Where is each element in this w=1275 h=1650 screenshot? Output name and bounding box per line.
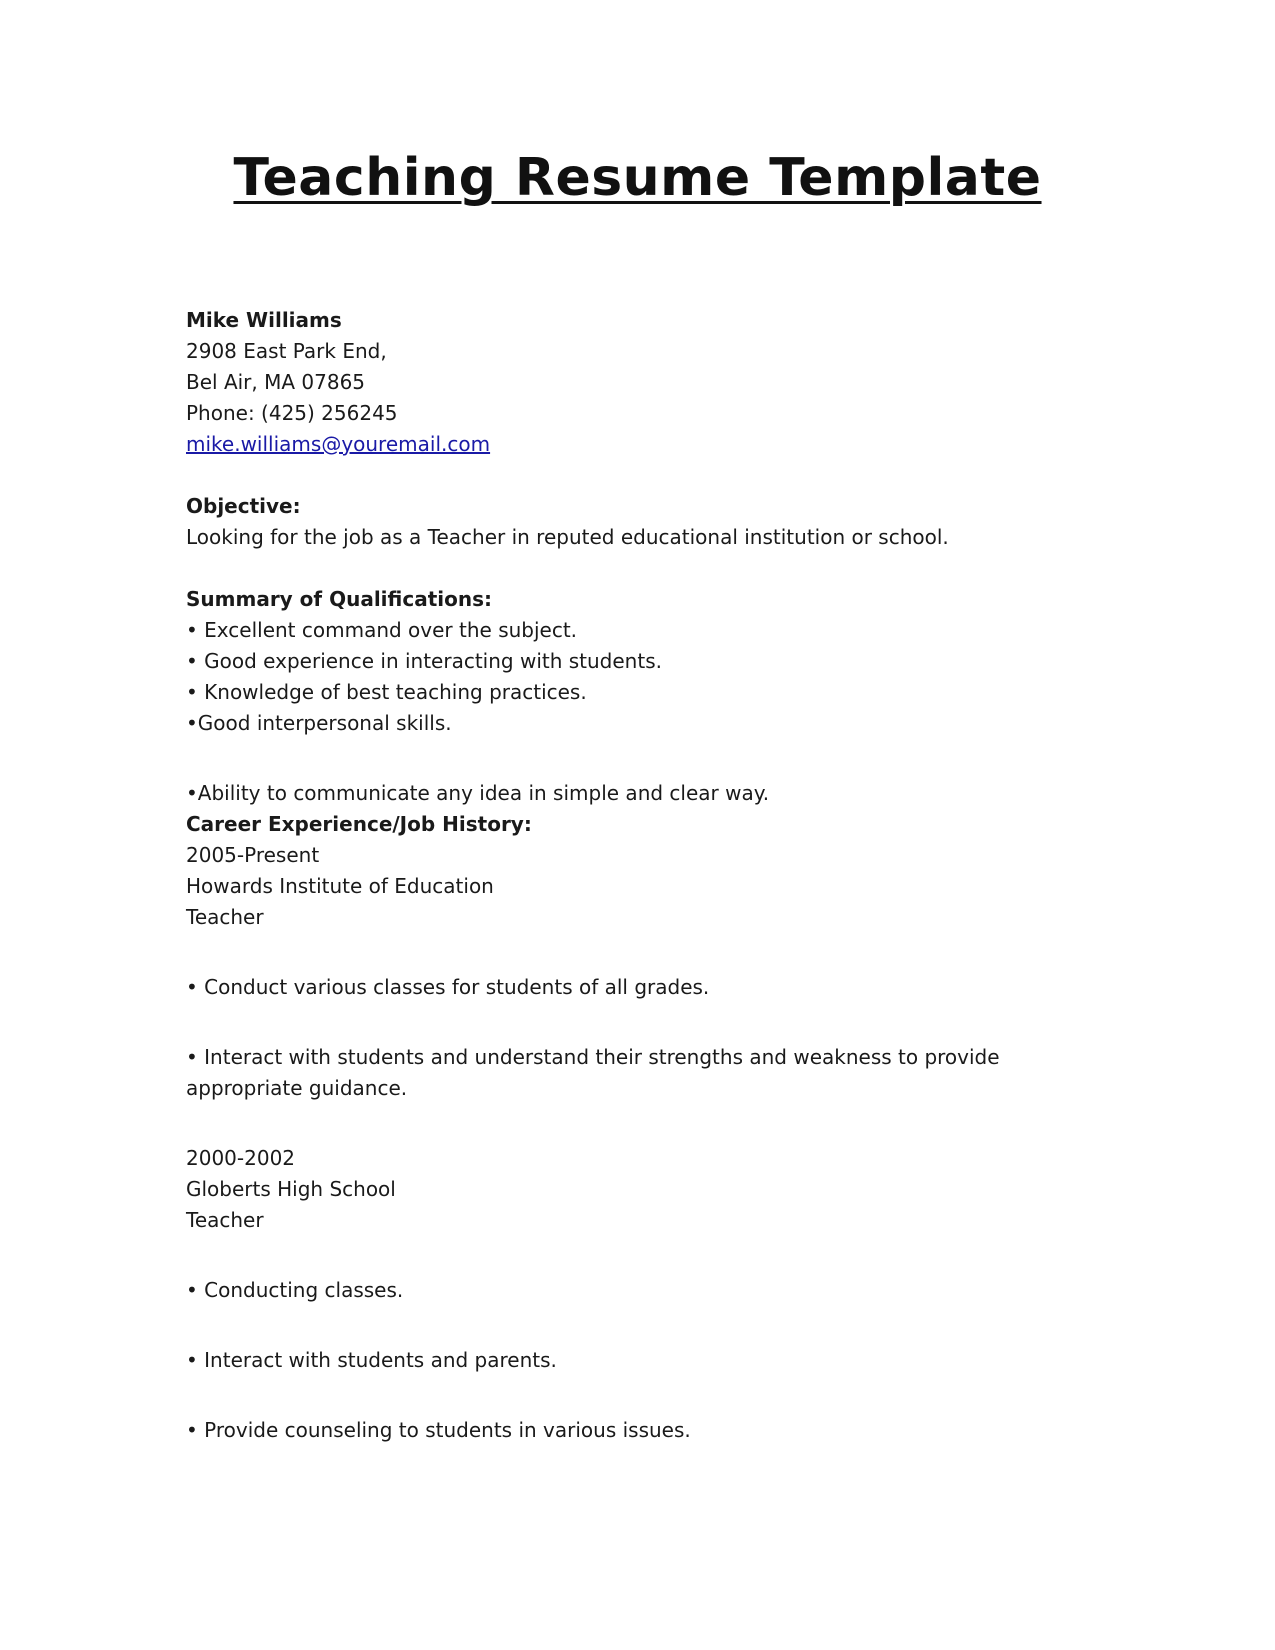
resume-body xyxy=(186,305,1086,1446)
job-employer: Howards Institute of Education xyxy=(186,874,494,898)
job-duty: • Interact with students and parents. xyxy=(186,1348,557,1372)
qualifications-heading: Summary of Qualifications: xyxy=(186,587,493,611)
page-title: Teaching Resume Template xyxy=(233,148,1042,208)
job-duty: appropriate guidance. xyxy=(186,1076,408,1100)
job-role: Teacher xyxy=(186,905,264,929)
job-role: Teacher xyxy=(186,1208,264,1232)
job-duty: • Provide counseling to students in various issues. xyxy=(186,1418,691,1442)
job-period: 2000-2002 xyxy=(186,1146,296,1170)
qualification-item: • Excellent command over the subject. xyxy=(186,618,578,642)
job-period: 2005-Present xyxy=(186,843,320,867)
qualification-item: •Good interpersonal skills. xyxy=(186,711,452,735)
job-duty: • Conduct various classes for students of all grades. xyxy=(186,975,710,999)
job-duty: • Interact with students and understand their strengths and weakness to provide xyxy=(186,1045,1000,1069)
qualification-item: • Knowledge of best teaching practices. xyxy=(186,680,587,704)
objective-text: Looking for the job as a Teacher in reputed educational institution or school. xyxy=(186,525,949,549)
qualification-item: •Ability to communicate any idea in simple and clear way. xyxy=(186,781,770,805)
job-duty: • Conducting classes. xyxy=(186,1278,404,1302)
job-employer: Globerts High School xyxy=(186,1177,396,1201)
qualification-item: • Good experience in interacting with students. xyxy=(186,649,662,673)
contact-address-line1: 2908 East Park End, xyxy=(186,339,387,363)
contact-name: Mike Williams xyxy=(186,308,342,332)
contact-address-line2: Bel Air, MA 07865 xyxy=(186,370,366,394)
experience-heading: Career Experience/Job History: xyxy=(186,812,532,836)
contact-email-link[interactable]: mike.williams@youremail.com xyxy=(186,432,491,456)
objective-heading: Objective: xyxy=(186,494,301,518)
contact-phone: Phone: (425) 256245 xyxy=(186,401,398,425)
